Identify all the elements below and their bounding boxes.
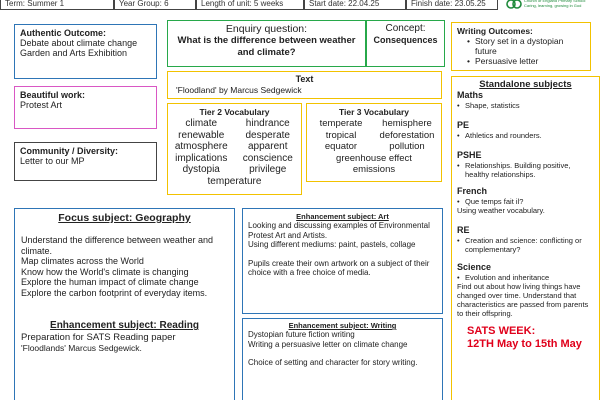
re-item: • Creation and science: conflicting or complementary? xyxy=(457,236,594,254)
pe-item: • Athletics and rounders. xyxy=(457,131,594,140)
school-logo-icon xyxy=(506,0,522,10)
vocab-word: desperate xyxy=(245,129,290,141)
focus-line: Explore the carbon footprint of everyday items. xyxy=(21,287,208,298)
art-para: Pupils create their own artwork on a subject of their choice with a free choice of media. xyxy=(248,258,430,277)
concept-box xyxy=(366,20,445,67)
maths-title: Maths xyxy=(457,90,484,100)
science-item: • Evolution and inheritance xyxy=(457,273,594,282)
tier2-title: Tier 2 Vocabulary xyxy=(199,107,270,117)
art-line: Using different mediums: paint, pastels, collage xyxy=(248,240,416,249)
standalone-box xyxy=(451,76,600,400)
vocab-word: climate xyxy=(185,118,218,129)
writing-para: Choice of setting and character for story writing. xyxy=(248,358,418,367)
writing-outcome-item: • Story set in a dystopian future xyxy=(467,36,585,56)
start-cell xyxy=(304,0,406,10)
writing-box xyxy=(242,318,443,400)
length-text: Length of unit: 5 weeks xyxy=(201,0,284,8)
length-cell xyxy=(196,0,304,10)
term-cell xyxy=(0,0,114,10)
sats-dates: 12TH May to 15th May xyxy=(467,338,582,350)
finish-cell xyxy=(406,0,498,10)
pshe-item: • Relationships. Building positive, healthy relationships. xyxy=(457,161,594,179)
tier2-vocab-box xyxy=(167,103,302,195)
french-title: French xyxy=(457,186,488,196)
school-motto: Caring, learning, growing in God xyxy=(524,3,582,8)
community-box xyxy=(14,142,157,181)
maths-item: • Shape, statistics xyxy=(457,101,594,110)
vocab-word: temperate xyxy=(319,118,363,129)
vocab-word: privilege xyxy=(249,164,287,175)
french-note: Using weather vocabulary. xyxy=(457,206,545,215)
start-text: Start date: 22.04.25 xyxy=(309,0,380,8)
tier2-word-grid xyxy=(172,118,297,187)
authentic-outcome-line2: Garden and Arts Exhibition xyxy=(20,48,128,58)
reading-title: Enhancement subject: Reading xyxy=(50,320,199,331)
community-title: Community / Diversity: xyxy=(20,146,119,156)
vocab-word: implications xyxy=(175,152,228,164)
vocab-word: apparent xyxy=(248,141,288,152)
sats-title: SATS WEEK: xyxy=(467,325,536,337)
focus-line: Know how the World's climate is changing xyxy=(21,266,189,277)
tier3-title: Tier 3 Vocabulary xyxy=(338,107,410,117)
authentic-outcome-title: Authentic Outcome: xyxy=(20,28,107,38)
year-text: Year Group: 6 xyxy=(119,0,169,8)
vocab-word: hindrance xyxy=(245,118,290,129)
term-text: Term: Summer 1 xyxy=(5,0,65,8)
vocab-word: greenhouse effect xyxy=(336,152,412,164)
community-value: Letter to our MP xyxy=(20,156,85,166)
text-box xyxy=(167,71,442,99)
beautiful-work-title: Beautiful work: xyxy=(20,90,86,100)
focus-title: Focus subject: Geography xyxy=(58,212,191,224)
enquiry-box xyxy=(167,20,366,67)
vocab-word: tropical xyxy=(325,129,357,141)
vocab-word: pollution xyxy=(389,141,425,152)
enquiry-question: What is the difference between weather and climate? xyxy=(177,35,356,58)
beautiful-work-value: Protest Art xyxy=(20,100,63,110)
school-logo xyxy=(506,0,594,12)
art-title: Enhancement subject: Art xyxy=(296,212,389,221)
focus-line: Map climates across the World xyxy=(21,256,144,266)
authentic-outcome-box xyxy=(14,24,157,79)
writing-outcomes-title: Writing Outcomes: xyxy=(457,26,533,36)
beautiful-work-box xyxy=(14,86,157,129)
writing-outcomes-box xyxy=(451,22,591,71)
vocab-word: deforestation xyxy=(379,129,435,141)
enquiry-label: Enquiry question: xyxy=(225,23,308,35)
concept-value: Consequences xyxy=(373,35,438,45)
art-box xyxy=(242,208,443,314)
reading-line: Preparation for SATS Reading paper xyxy=(21,332,176,343)
science-title: Science xyxy=(457,262,492,272)
vocab-word: renewable xyxy=(178,129,225,141)
tier3-vocab-box xyxy=(306,103,442,182)
vocab-word: emissions xyxy=(352,164,396,175)
school-name: Church of England Primary School xyxy=(524,0,586,3)
finish-text: Finish date: 23.05.25 xyxy=(411,0,486,8)
focus-line: Explore the human impact of climate change xyxy=(21,277,199,287)
art-line: Looking and discussing examples of Environmental Protest Art and Artists. xyxy=(248,221,430,240)
science-text: Find out about how living things have changed over time. Understand that characteristics are passed from parents to their offspring. xyxy=(457,282,589,318)
standalone-title: Standalone subjects xyxy=(479,79,572,90)
vocab-word: equator xyxy=(324,141,358,152)
french-item: • Que temps fait il? xyxy=(457,197,594,206)
year-cell xyxy=(114,0,196,10)
writing-title: Enhancement subject: Writing xyxy=(288,321,397,330)
vocab-word: conscience xyxy=(242,152,293,164)
header-bar xyxy=(0,0,600,10)
pshe-title: PSHE xyxy=(457,150,482,160)
authentic-outcome-line1: Debate about climate change xyxy=(20,38,138,48)
focus-geography-box xyxy=(14,208,235,400)
reading-line: 'Floodlands' Marcus Sedgewick. xyxy=(21,343,142,353)
vocab-word: atmosphere xyxy=(174,141,228,152)
re-title: RE xyxy=(457,225,470,235)
writing-line: Writing a persuasive letter on climate change xyxy=(248,339,408,349)
writing-outcome-item: • Persuasive letter xyxy=(467,56,585,66)
writing-line: Dystopian future fiction writing xyxy=(248,330,355,339)
vocab-word: dystopia xyxy=(182,164,220,175)
text-title: Text xyxy=(295,74,314,84)
concept-label: Concept: xyxy=(385,23,426,34)
focus-line: Understand the difference between weather and climate. xyxy=(21,235,213,256)
tier3-word-grid xyxy=(311,118,437,176)
text-value: 'Floodland' by Marcus Sedgewick xyxy=(176,85,302,95)
pe-title: PE xyxy=(457,120,470,130)
vocab-word: hemisphere xyxy=(382,118,432,129)
vocab-word: temperature xyxy=(207,175,262,187)
